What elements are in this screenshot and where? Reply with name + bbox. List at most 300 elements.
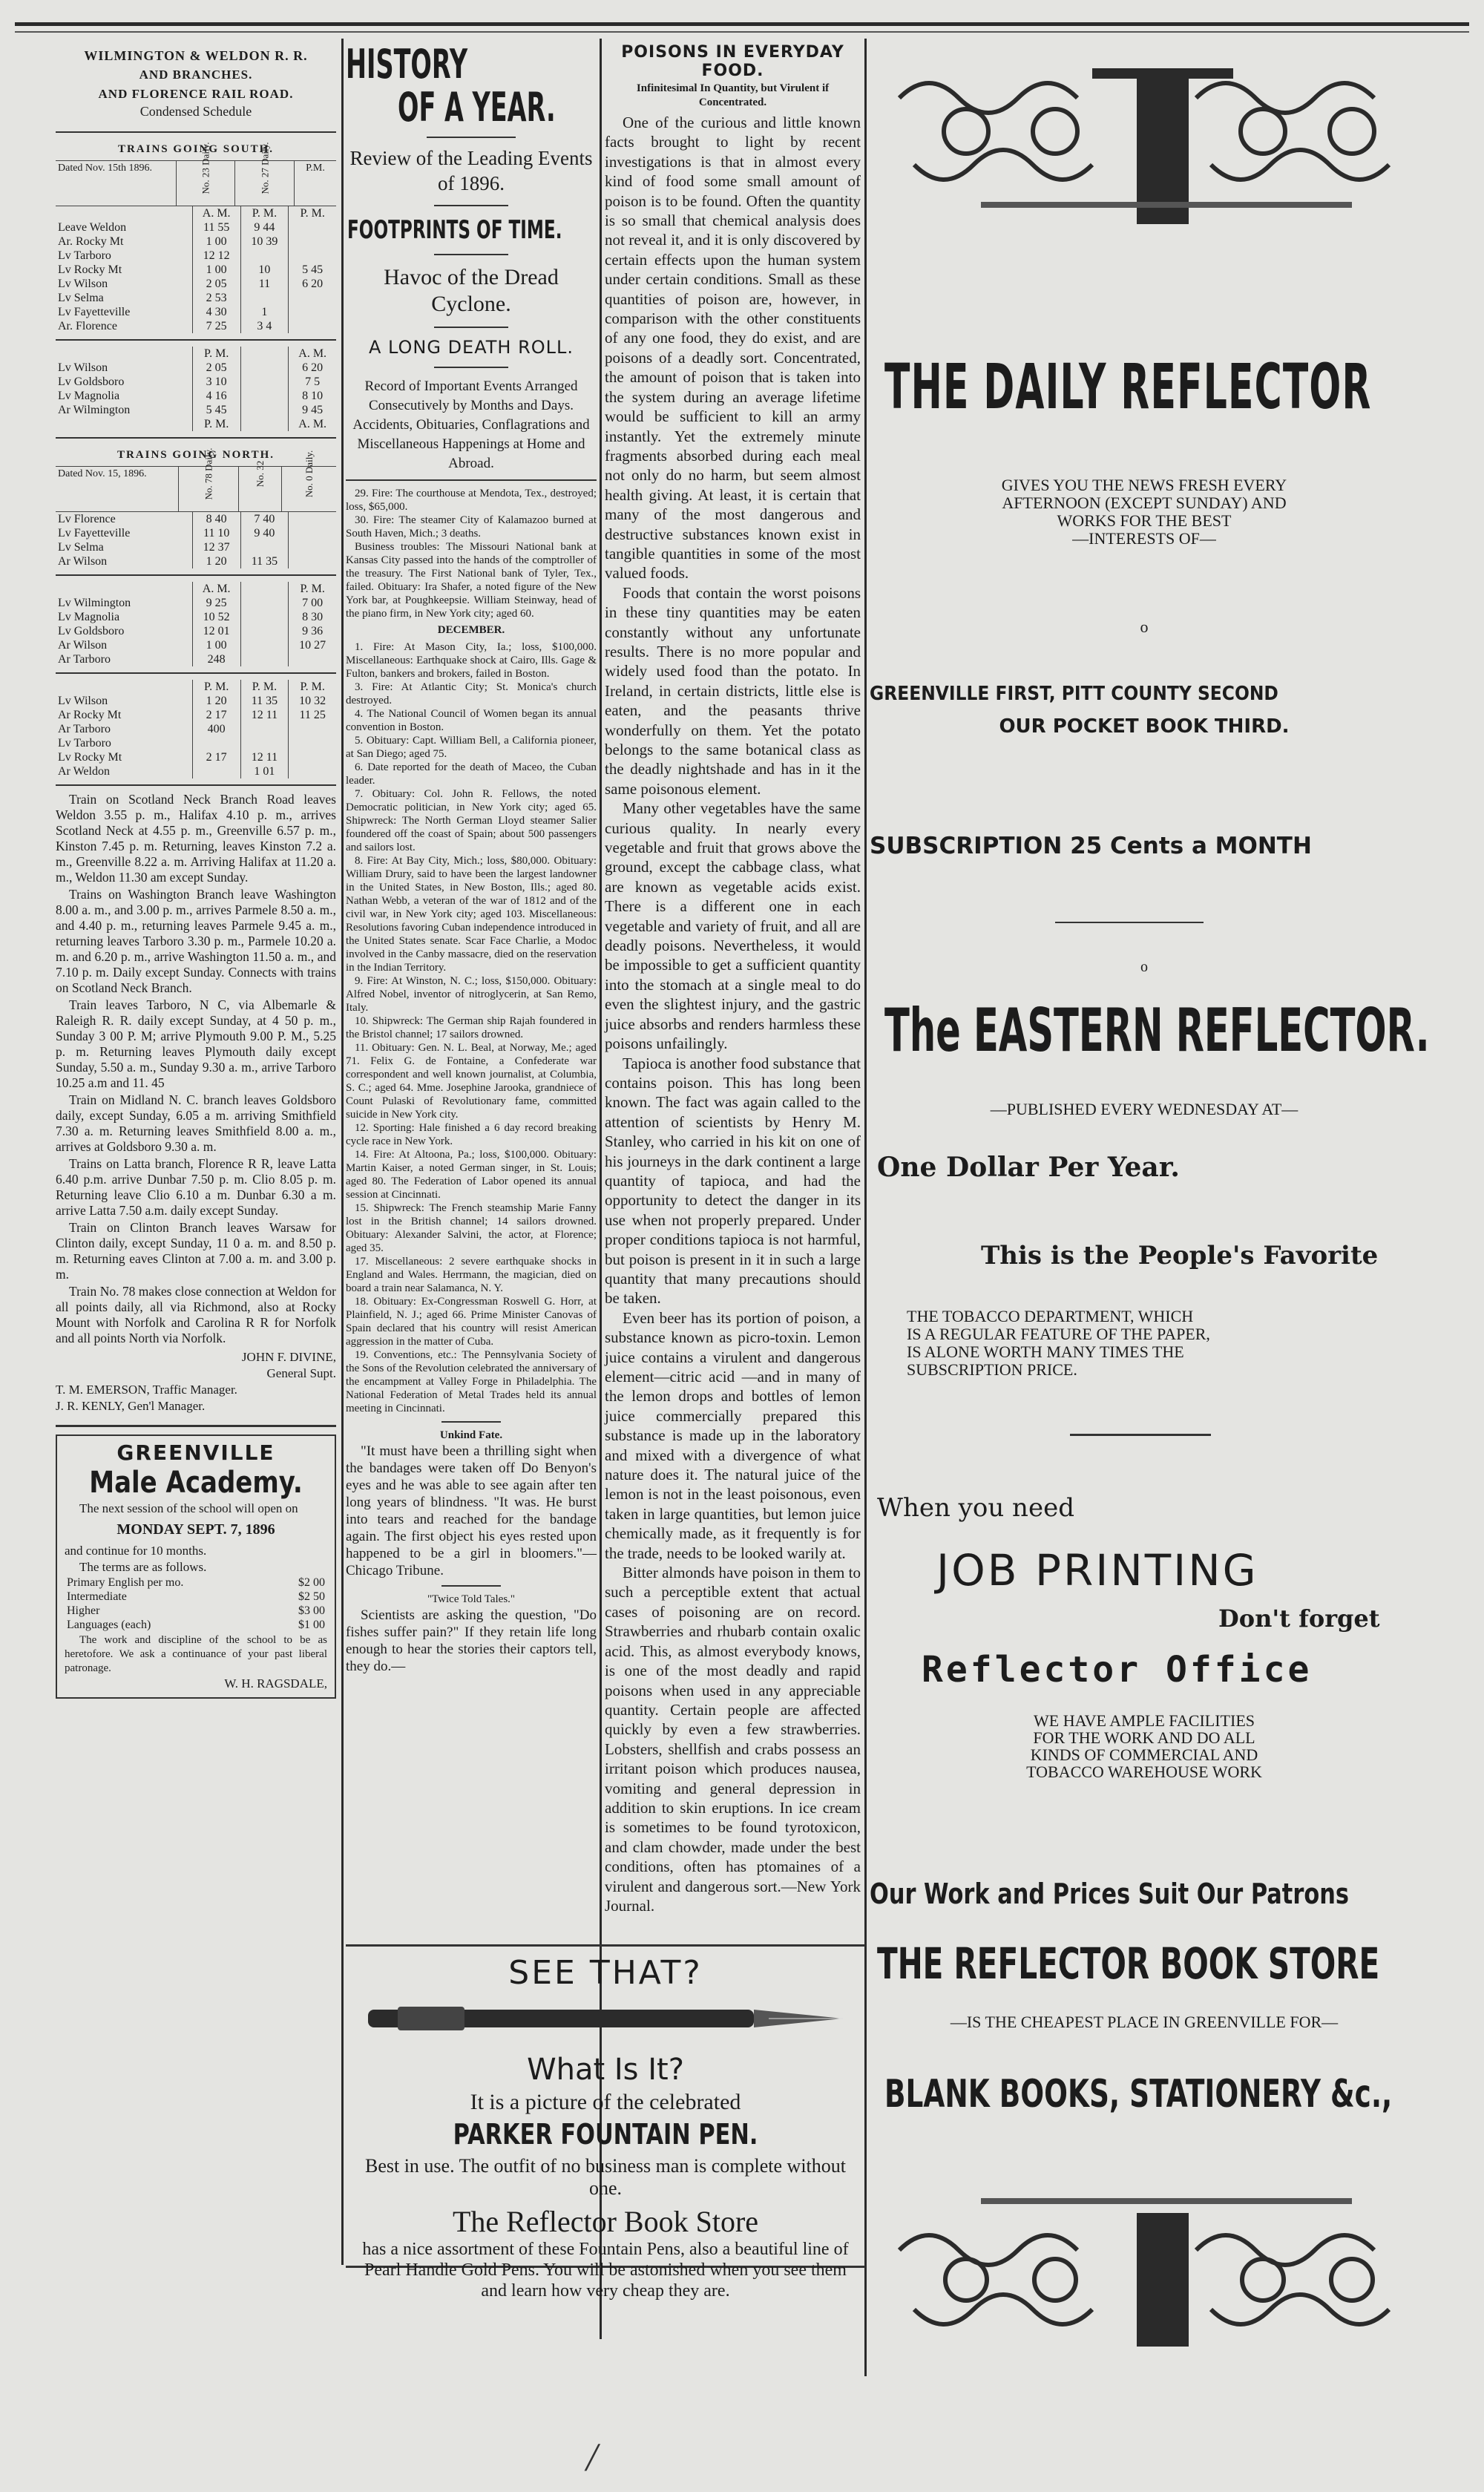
paragraph: Train on Clinton Branch leaves Warsaw for Clinton daily, except Sunday, 11 0 a. m. and 8.50 p. m. Returning eaves Clinton at 7.00 a. m. and 3.00 p. m. <box>56 1220 336 1282</box>
history-title-2: OF A YEAR. <box>398 84 556 131</box>
pen-has: has a nice assortment of these Fountain Pens, also a beautiful line of Pearl Handle Gold Pens. You will be astonished when you see them and learn how very cheap they are. <box>362 2240 849 2301</box>
station-cell: Ar. Florence <box>58 320 117 332</box>
column-rule-1 <box>341 39 344 2265</box>
time-cell <box>289 512 336 526</box>
time-cell: 9 40 <box>240 526 289 540</box>
timetable-row <box>56 638 336 652</box>
history-sub-2: FOOTPRINTS OF TIME. <box>347 215 562 245</box>
paragraph: 10. Shipwreck: The German ship Rajah foundered in the Bristol channel; 17 sailors drowned. <box>346 1015 597 1040</box>
facilities-4: TOBACCO WAREHOUSE WORK <box>1026 1763 1262 1781</box>
station-cell: Ar Wilson <box>58 639 108 652</box>
station-cell: Lv Wilson <box>58 278 108 290</box>
history-entries <box>346 487 597 620</box>
paragraph: Many other vegetables have the same curious quality. In nearly every vegetable and fruit that grows above the ground, except the cabbage class, what are known as vegetable acids exist. There is a different one in each vegetable and variety of fruit, and all are deadly poisons. Nevertheless, it would be impossible to get a sufficient quantity into the stomach at a single meal to do even the slightest injury, and the gastric juice absorbs and renders harmless these poisons unfailingly. <box>605 799 861 1053</box>
peoples-favorite: This is the People's Favorite <box>981 1241 1379 1270</box>
eastern-reflector: The EASTERN REFLECTOR. <box>884 996 1430 1065</box>
time-cell: 9 25 <box>192 596 240 610</box>
paragraph: 14. Fire: At Altoona, Pa.; loss, $100,000. Obituary: Martin Kaiser, a noted German singer, in St. Louis; aged 80. The Federation of Labor opened its annual session at Cincinnati. <box>346 1149 597 1201</box>
term-price: $2 00 <box>298 1576 325 1589</box>
time-cell <box>240 375 289 389</box>
paragraph: 19. Conventions, etc.: The Pennsylvania Society of the Sons of the Revolution celebrated the anniversary of the encampment at Valley Forge in Philadelphia. The National Federation of Metal Trades held its annual meeting in Cincinnati. <box>346 1349 597 1414</box>
time-cell: P. M. <box>289 582 336 596</box>
timetable-row <box>56 582 336 596</box>
timetable-row <box>56 389 336 403</box>
history-column <box>346 39 597 1938</box>
south-head-col: No. 27 Daily. <box>259 142 271 194</box>
time-cell <box>289 540 336 554</box>
signature: JOHN F. DIVINE, <box>241 1350 336 1364</box>
station-cell: Lv Rocky Mt <box>58 263 122 276</box>
time-cell <box>289 750 336 764</box>
academy-signed: W. H. RAGSDALE, <box>224 1676 327 1691</box>
twice-title: "Twice Told Tales." <box>427 1593 516 1605</box>
paragraph: Bitter almonds have poison in them to such a perceptible extent that actual cases of poisoning are on record. Strawberries and rhubarb contain oxalic acid. This, as almost everybody knows, is one of the most deadly and rapid poisons when used in any appreciable quantity. Certain people are affected quickly by even a few strawberries. Lobsters, shellfish and crabs possess an irritant poison which produces nausea, vomiting and general depression in addition to skin eruptions. In ice cream is sometimes to be found tyrotoxicon, and clam chowder, made under the best conditions, often has ptomaines of a virulent and dangerous sort.—New York Journal. <box>605 1564 861 1915</box>
time-cell: 400 <box>192 722 240 736</box>
railroad-column <box>56 39 336 2265</box>
history-sub-4: A LONG DEATH ROLL. <box>368 337 574 358</box>
daily-reflector-wrap <box>884 350 1434 423</box>
time-cell: P. M. <box>289 206 336 220</box>
station-cell: Lv Goldsboro <box>58 625 125 637</box>
station-cell <box>56 206 192 220</box>
timetable-row <box>56 540 336 554</box>
time-cell <box>240 417 289 431</box>
reflector-bookstore: THE REFLECTOR BOOK STORE <box>877 1938 1380 1989</box>
time-cell: 8 30 <box>289 610 336 624</box>
time-cell: 10 32 <box>289 694 336 708</box>
timetable-row <box>56 291 336 305</box>
when-need: When you need <box>877 1493 1074 1523</box>
time-cell: 11 25 <box>289 708 336 722</box>
tobacco-1: THE TOBACCO DEPARTMENT, WHICH <box>907 1307 1194 1325</box>
time-cell: 2 53 <box>192 291 240 305</box>
academy-date: MONDAY SEPT. 7, 1896 <box>116 1521 275 1538</box>
time-cell: 7 40 <box>240 512 289 526</box>
reflector-office: Reflector Office <box>922 1649 1313 1691</box>
academy-note: The work and discipline of the school to be as heretofore. We ask a continuance of your past liberal patronage. <box>65 1634 327 1674</box>
station-cell: Lv Magnolia <box>58 390 120 402</box>
paragraph: 3. Fire: At Atlantic City; St. Monica's church destroyed. <box>346 681 597 706</box>
divider <box>56 437 336 439</box>
time-cell: 2 05 <box>192 361 240 375</box>
paragraph: 17. Miscellaneous: 2 severe earthquake shocks in England and Wales. Herrmann, the magician, died on board a train near Salamanca, N. Y. <box>346 1256 597 1294</box>
academy-intro: The next session of the school will open on <box>79 1501 298 1515</box>
divider <box>56 339 336 341</box>
time-cell: 11 35 <box>240 554 289 568</box>
paragraph: 30. Fire: The steamer City of Kalamazoo burned at South Haven, Mich.; 3 deaths. <box>346 514 597 540</box>
time-cell: 1 00 <box>192 235 240 249</box>
south-title: TRAINS GOING SOUTH. <box>117 143 275 155</box>
south-rows <box>56 206 336 333</box>
history-sub-3: Havoc of the Dread Cyclone. <box>384 265 559 316</box>
top-rule-thin <box>15 31 1469 33</box>
time-cell: 10 39 <box>240 235 289 249</box>
blank-wrap <box>884 2072 1448 2116</box>
time-cell: 7 25 <box>192 319 240 333</box>
time-cell <box>240 652 289 666</box>
station-cell: Lv Fayetteville <box>58 527 131 540</box>
top-rule <box>15 22 1469 26</box>
timetable-row <box>56 652 336 666</box>
timetable-row <box>56 750 336 764</box>
time-cell <box>240 736 289 750</box>
time-cell <box>192 764 240 778</box>
paragraph: 1. Fire: At Mason City, Ia.; loss, $100,000. Miscellaneous: Earthquake shock at Cairo, Ills. Gage & Fulton, bankers and brokers, failed in Boston. <box>346 641 597 680</box>
time-cell: A. M. <box>289 417 336 431</box>
term-label: Intermediate <box>67 1590 127 1603</box>
divider <box>441 1421 501 1423</box>
paragraph: 7. Obituary: Col. John R. Fellows, the noted Democratic politician, in New York city; aged 65. Shipwreck: The North German Lloyd steamer Salier foundered off the coast of Spain; about 500 passengers and sailors lost. <box>346 788 597 853</box>
time-cell: 248 <box>192 652 240 666</box>
south-head-col: No. 23 Daily. <box>200 142 211 194</box>
station-cell <box>56 417 192 431</box>
time-cell: 11 55 <box>192 220 240 235</box>
time-cell: 5 45 <box>289 263 336 277</box>
ornament-bottom-icon <box>870 2183 1456 2361</box>
station-cell: Lv Fayetteville <box>58 306 131 318</box>
paragraph: 9. Fire: At Winston, N. C.; loss, $150,000. Obituary: Alfred Nobel, inventor of nitroglycerin, at San Remo, Italy. <box>346 975 597 1014</box>
time-cell: 1 01 <box>240 764 289 778</box>
cheapest: —IS THE CHEAPEST PLACE IN GREENVILLE FOR— <box>950 2013 1339 2031</box>
our-work: Our Work and Prices Suit Our Patrons <box>870 1878 1349 1910</box>
time-cell <box>289 291 336 305</box>
divider <box>56 672 336 674</box>
poisons-body <box>605 113 861 1915</box>
separator: o <box>1140 617 1149 636</box>
timetable-row <box>56 764 336 778</box>
time-cell <box>240 638 289 652</box>
time-cell <box>240 610 289 624</box>
history-sub: Review of the Leading Events of 1896. <box>349 147 593 194</box>
paragraph: Business troubles: The Missouri National bank at Kansas City passed into the hands of the comptroller of the treasury. The First National bank of Tyler, Tex., failed. Obituary: Ira Shafer, a noted figure of the New York bar, at Poughkeepsie. William Steinway, head of the piano firm, in New York city; aged 60. <box>346 541 597 620</box>
timetable-row <box>56 375 336 389</box>
paragraph: Trains on Latta branch, Florence R R, leave Latta 6.40 p.m. arrive Dunbar 7.50 p. m. Clio 8.05 p. m. Returning leave Clio 6.10 a m. Dunbar 6.30 a m. arrive Latta 7.50 a.m. daily except Sunday. <box>56 1156 336 1218</box>
time-cell <box>240 389 289 403</box>
station-cell: Ar Wilmington <box>58 404 131 416</box>
time-cell: A. M. <box>192 206 240 220</box>
term-label: Higher <box>67 1604 100 1617</box>
divider <box>434 327 508 328</box>
term-price: $1 00 <box>298 1619 325 1631</box>
time-cell: P. M. <box>192 680 240 694</box>
time-cell: 9 44 <box>240 220 289 235</box>
signature: J. R. KENLY, Gen'l Manager. <box>56 1399 206 1413</box>
page-mark: / <box>586 2435 598 2479</box>
timetable-row <box>56 206 336 220</box>
timetable-row <box>56 680 336 694</box>
station-cell: Ar. Rocky Mt <box>58 235 124 248</box>
eastern-wrap <box>884 996 1448 1065</box>
paragraph: 18. Obituary: Ex-Congressman Roswell G. Horr, at Plainfield, N. J.; aged 66. Prime Minister Canovas of Spain declared that his country will resist American aggression in the matter of Cuba. <box>346 1296 597 1348</box>
pen-see: SEE THAT? <box>508 1954 703 1992</box>
paragraph: Foods that contain the worst poisons in these tiny quantities may be eaten constantly without any unfortunate results. There is no more popular and widely used food than the potato. In Ireland, in certain districts, little else is eaten, and the peasants thrive wonderfully on them. Yet the potato belongs to the same botanical class as the deadly nightshade and has in it the same poisonous element. <box>605 583 861 798</box>
time-cell <box>240 249 289 263</box>
timetable-row <box>56 736 336 750</box>
weekly: —PUBLISHED EVERY WEDNESDAY AT— <box>990 1100 1298 1118</box>
tobacco-2: IS A REGULAR FEATURE OF THE PAPER, <box>907 1325 1210 1343</box>
term-row <box>65 1618 327 1632</box>
time-cell <box>240 361 289 375</box>
time-cell: 4 30 <box>192 305 240 319</box>
divider <box>56 1425 336 1427</box>
time-cell: P. M. <box>240 680 289 694</box>
time-cell: 1 00 <box>192 263 240 277</box>
divider <box>434 254 508 255</box>
station-cell: Lv Tarboro <box>58 737 111 750</box>
pen-what: What Is It? <box>527 2053 684 2087</box>
paragraph: 29. Fire: The courthouse at Mendota, Tex., destroyed; loss, $65,000. <box>346 488 597 513</box>
time-cell: 1 00 <box>192 638 240 652</box>
north-head-date: Dated Nov. 15, 1896. <box>56 467 178 512</box>
daily-reflector: THE DAILY REFLECTOR <box>884 350 1372 423</box>
paragraph: 6. Date reported for the death of Maceo, the Cuban leader. <box>346 761 597 787</box>
paragraph: Tapioca is another food substance that contains poison. This has long been known. The fact was again called to the attention of scientists by Henry M. Stanley, who carried in his kit on one of his journeys in the dark continent a large quantity of tapioca, and had the opportunity to detect the danger in its use when not properly prepared. Under proper conditions tapioca is not harmful, but poison is present in it in such a large quantity that many precautions should be taken. <box>605 1054 861 1308</box>
station-cell: Lv Tarboro <box>58 249 111 262</box>
north-head-col: No. 78 Daily. <box>203 447 214 500</box>
pen-parker: PARKER FOUNTAIN PEN. <box>453 2118 758 2151</box>
time-cell: A. M. <box>289 347 336 361</box>
time-cell <box>289 319 336 333</box>
time-cell: 7 5 <box>289 375 336 389</box>
south2-rows <box>56 347 336 431</box>
pocket-book: OUR POCKET BOOK THIRD. <box>999 715 1290 738</box>
job-printing: JOB PRINTING <box>936 1545 1258 1596</box>
divider <box>1055 922 1204 923</box>
divider <box>56 574 336 576</box>
paragraph: Train on Scotland Neck Branch Road leaves Weldon 3.55 p. m., Halifax 4.10 p. m., arrives Scotland Neck at 4.55 p. m., Greenville 6.57 p. m., Kinston 7.45 p. m. Returning, leaves Kinston 7.2 a. m., Greenville 8.22 a. m. Arriving Halifax at 11.20 a. m., Weldon 11.30 am except Sunday. <box>56 792 336 885</box>
paragraph: 4. The National Council of Women began its annual convention in Boston. <box>346 708 597 733</box>
time-cell <box>289 652 336 666</box>
history-entries-dec <box>346 640 597 1415</box>
timetable-row <box>56 512 336 526</box>
signature: General Supt. <box>266 1366 336 1380</box>
station-cell: Lv Wilson <box>58 361 108 374</box>
railroad-title: WILMINGTON & WELDON R. R. <box>84 48 308 63</box>
term-row <box>65 1604 327 1618</box>
term-price: $2 50 <box>298 1590 325 1603</box>
unkind-text: "It must have been a thrilling sight when the bandages were taken off Do Benyon's eyes and he was able to see again after ten long years of blindness. "It was. He burst into tears and reached for the bandage again. The first object his eyes rested upon happened to be a girl in bloomers."—Chicago Tribune. <box>346 1443 597 1578</box>
paragraph: Train leaves Tarboro, N C, via Albemarle & Raleigh R. R. daily except Sunday, at 4 50 p. m., Sunday 3 00 P. M; arrive Plymouth 9.00 P. M., 5.25 p. m. Returning leaves Plymouth daily except Sunday, 5.50 a. m., Sunday 9.30 a. m., arrive Tarboro 10.25 a.m and 11. 45 <box>56 997 336 1090</box>
december-head: DECEMBER. <box>437 624 505 636</box>
station-cell <box>56 680 192 694</box>
time-cell <box>240 624 289 638</box>
tobacco-4: SUBSCRIPTION PRICE. <box>907 1360 1077 1379</box>
time-cell: 12 01 <box>192 624 240 638</box>
timetable-row <box>56 708 336 722</box>
academy-cont: and continue for 10 months. <box>65 1544 207 1558</box>
history-sub-5: Record of Important Events Arranged Consecutively by Months and Days. Accidents, Obituaries, Conflagrations and Miscellaneous Happenings at Home and Abroad. <box>352 378 590 471</box>
timetable-row <box>56 235 336 249</box>
term-price: $3 00 <box>298 1604 325 1617</box>
time-cell: 6 20 <box>289 361 336 375</box>
time-cell: 10 52 <box>192 610 240 624</box>
time-cell <box>289 736 336 750</box>
time-cell <box>240 540 289 554</box>
gives-1: GIVES YOU THE NEWS FRESH EVERY <box>1001 476 1287 494</box>
paragraph: 11. Obituary: Gen. N. L. Beal, at Norway, Me.; aged 71. Felix G. de Fontaine, a Confederate war correspondent and well known journalist, at Columbia, S. C.; aged 64. Mme. Josephine Jarooka, grandniece of Count Pulaski of Revolutionary fame, committed suicide in New York city. <box>346 1042 597 1121</box>
time-cell <box>289 249 336 263</box>
term-row <box>65 1575 327 1590</box>
timetable-row <box>56 596 336 610</box>
station-cell: Leave Weldon <box>58 221 127 234</box>
reflector-ad-column <box>870 39 1456 2450</box>
north2-rows <box>56 582 336 666</box>
railroad-title-3: AND FLORENCE RAIL ROAD. <box>98 87 294 101</box>
station-cell: Ar Tarboro <box>58 653 111 666</box>
time-cell <box>289 722 336 736</box>
station-cell: Ar Weldon <box>58 765 110 778</box>
term-label: Primary English per mo. <box>67 1576 184 1589</box>
poisons-column <box>605 39 861 1938</box>
timetable-row <box>56 263 336 277</box>
paragraph: Train No. 78 makes close connection at Weldon for all points daily, all via Richmond, also at Rocky Mount with Norfolk and Carolina R R for Norfolk and all points North via Norfolk. <box>56 1284 336 1345</box>
academy-terms <box>65 1575 327 1632</box>
timetable-row <box>56 610 336 624</box>
timetable-row <box>56 554 336 568</box>
time-cell: 2 17 <box>192 750 240 764</box>
time-cell: 1 <box>240 305 289 319</box>
timetable-row <box>56 624 336 638</box>
pen-best: Best in use. The outfit of no business man is complete without one. <box>364 2155 846 2199</box>
divider <box>346 479 597 481</box>
time-cell: 5 45 <box>192 403 240 417</box>
railroad-notes <box>56 792 336 1346</box>
station-cell: Lv Selma <box>58 541 104 554</box>
timetable-row <box>56 526 336 540</box>
gives-3: WORKS FOR THE BEST <box>1057 511 1232 530</box>
greenville-first: GREENVILLE FIRST, PITT COUNTY SECOND <box>870 683 1278 705</box>
time-cell: 4 16 <box>192 389 240 403</box>
facilities-1: WE HAVE AMPLE FACILITIES <box>1033 1711 1255 1730</box>
timetable-row <box>56 722 336 736</box>
time-cell: 9 45 <box>289 403 336 417</box>
station-cell: Lv Selma <box>58 292 104 304</box>
academy-title: GREENVILLE <box>116 1440 275 1465</box>
signature: T. M. EMERSON, Traffic Manager. <box>56 1383 237 1397</box>
time-cell: 6 20 <box>289 277 336 291</box>
time-cell <box>289 235 336 249</box>
unkind-title: Unkind Fate. <box>439 1429 503 1441</box>
time-cell: 8 10 <box>289 389 336 403</box>
station-cell: Ar Rocky Mt <box>58 709 122 721</box>
poisons-sub: Infinitesimal In Quantity, but Virulent if Concentrated. <box>636 82 830 108</box>
time-cell: 2 05 <box>192 277 240 291</box>
time-cell: 1 20 <box>192 694 240 708</box>
station-cell: Lv Magnolia <box>58 611 120 623</box>
time-cell: 11 <box>240 277 289 291</box>
divider <box>1070 1434 1211 1436</box>
twice-text: Scientists are asking the question, "Do fishes suffer pain?" If they retain life long enough to hear the stories their captors tell, they do.— <box>346 1607 597 1674</box>
time-cell: 12 12 <box>192 249 240 263</box>
timetable-row <box>56 361 336 375</box>
term-label: Languages (each) <box>67 1619 151 1631</box>
time-cell <box>240 722 289 736</box>
tobacco-3: IS ALONE WORTH MANY TIMES THE <box>907 1342 1184 1361</box>
pen-picture: It is a picture of the celebrated <box>470 2090 741 2114</box>
time-cell <box>289 526 336 540</box>
time-cell: 10 <box>240 263 289 277</box>
time-cell: 3 10 <box>192 375 240 389</box>
time-cell <box>192 736 240 750</box>
paragraph: Train on Midland N. C. branch leaves Goldsboro daily, except Sunday, 6.05 a m. arriving Smithfield 7.30 a. m. Returning leaves Smithfield 8.00 a. m., arrives at Goldsboro 9.30 a. m. <box>56 1092 336 1154</box>
gives-4: —INTERESTS OF— <box>1072 529 1216 548</box>
timetable-row <box>56 347 336 361</box>
station-cell <box>56 347 192 361</box>
time-cell: 10 27 <box>289 638 336 652</box>
time-cell: P. M. <box>192 417 240 431</box>
time-cell: P. M. <box>289 680 336 694</box>
time-cell: P. M. <box>192 347 240 361</box>
pen-store: The Reflector Book Store <box>452 2205 759 2238</box>
station-cell: Lv Rocky Mt <box>58 751 122 764</box>
time-cell: 12 11 <box>240 750 289 764</box>
our-work-wrap <box>870 1878 1456 1910</box>
timetable-row <box>56 694 336 708</box>
north-title: TRAINS GOING NORTH. <box>116 449 275 461</box>
station-cell: Lv Wilmington <box>58 597 131 609</box>
time-cell: 11 35 <box>240 694 289 708</box>
blank-books: BLANK BOOKS, STATIONERY &c., <box>884 2072 1393 2116</box>
timetable-row <box>56 305 336 319</box>
paragraph: 15. Shipwreck: The French steamship Marie Fanny lost in the British channel; 14 sailors drowned. Obituary: Alexander Salvini, the actor, at Florence; aged 35. <box>346 1202 597 1254</box>
one-dollar: One Dollar Per Year. <box>877 1152 1180 1183</box>
fountain-pen-icon <box>353 1996 858 2048</box>
divider <box>427 137 516 138</box>
pen-ad <box>346 1944 865 2301</box>
divider <box>56 784 336 786</box>
timetable-row <box>56 277 336 291</box>
paragraph: 8. Fire: At Bay City, Mich.; loss, $80,000. Obituary: William Drury, said to have been the largest landowner in the United States, in New Boston, Ills.; aged 80. Nathan Webb, a veteran of the war of 1812 and of the civil war, in New York city; aged 103. Miscellaneous: Resolutions favoring Cuban independence introduced in the United States senate. Scar Face Charlie, a Modoc involved in the Canby massacre, died on the reservation in the Indian Territory. <box>346 855 597 974</box>
time-cell: 8 40 <box>192 512 240 526</box>
poisons-title: POISONS IN EVERYDAY FOOD. <box>621 43 844 80</box>
facilities-3: KINDS OF COMMERCIAL AND <box>1030 1745 1258 1764</box>
timetable-row <box>56 220 336 235</box>
separator: o <box>1140 959 1148 975</box>
time-cell: A. M. <box>192 582 240 596</box>
time-cell <box>289 220 336 235</box>
time-cell <box>240 347 289 361</box>
paragraph: One of the curious and little known facts brought to light by recent investigations is that in almost every kind of food some small amount of poison is to be found. Often the quantity is so small that chemical analysis does not reveal it, and it is only discovered by certain effects upon the human system under certain conditions. Small as these quantities of poison are, however, in comparison with the other constituents of any one food, they do exist, and are poisons of a deadly sort. Concentrated, the amount of poison that is taken into the system during an average lifetime would be sufficient to kill an army instantly. Yet the extremely minute fragments absorbed during each meal not only do no harm, but seem almost health giving. At least, it is certain that many of the most dangerous and destructive substances known exist in tangible quantities in some of the most valued foods. <box>605 114 861 583</box>
time-cell <box>289 554 336 568</box>
paragraph: 5. Obituary: Capt. William Bell, a California pioneer, at San Diego; aged 75. <box>346 735 597 760</box>
academy-terms-intro: The terms are as follows. <box>79 1560 207 1574</box>
time-cell: 3 4 <box>240 319 289 333</box>
subscription: SUBSCRIPTION 25 Cents a MONTH <box>870 833 1312 859</box>
academy-title-2: Male Academy. <box>89 1466 303 1500</box>
divider <box>441 1585 501 1587</box>
time-cell <box>240 291 289 305</box>
north-head-col: No. 32 <box>254 460 266 488</box>
bookstore-wrap <box>877 1938 1456 1989</box>
time-cell <box>240 582 289 596</box>
time-cell: 2 17 <box>192 708 240 722</box>
time-cell: 7 00 <box>289 596 336 610</box>
time-cell <box>240 403 289 417</box>
time-cell <box>289 305 336 319</box>
divider <box>56 131 336 133</box>
time-cell: 12 11 <box>240 708 289 722</box>
time-cell <box>289 764 336 778</box>
timetable-row <box>56 403 336 417</box>
timetable-row <box>56 319 336 333</box>
railroad-title-2: AND BRANCHES. <box>139 68 253 82</box>
time-cell: 1 20 <box>192 554 240 568</box>
station-cell: Lv Goldsboro <box>58 376 125 388</box>
railroad-subtitle: Condensed Schedule <box>139 104 252 119</box>
dont-forget: Don't forget <box>1218 1604 1380 1633</box>
time-cell: 11 10 <box>192 526 240 540</box>
term-row <box>65 1590 327 1604</box>
